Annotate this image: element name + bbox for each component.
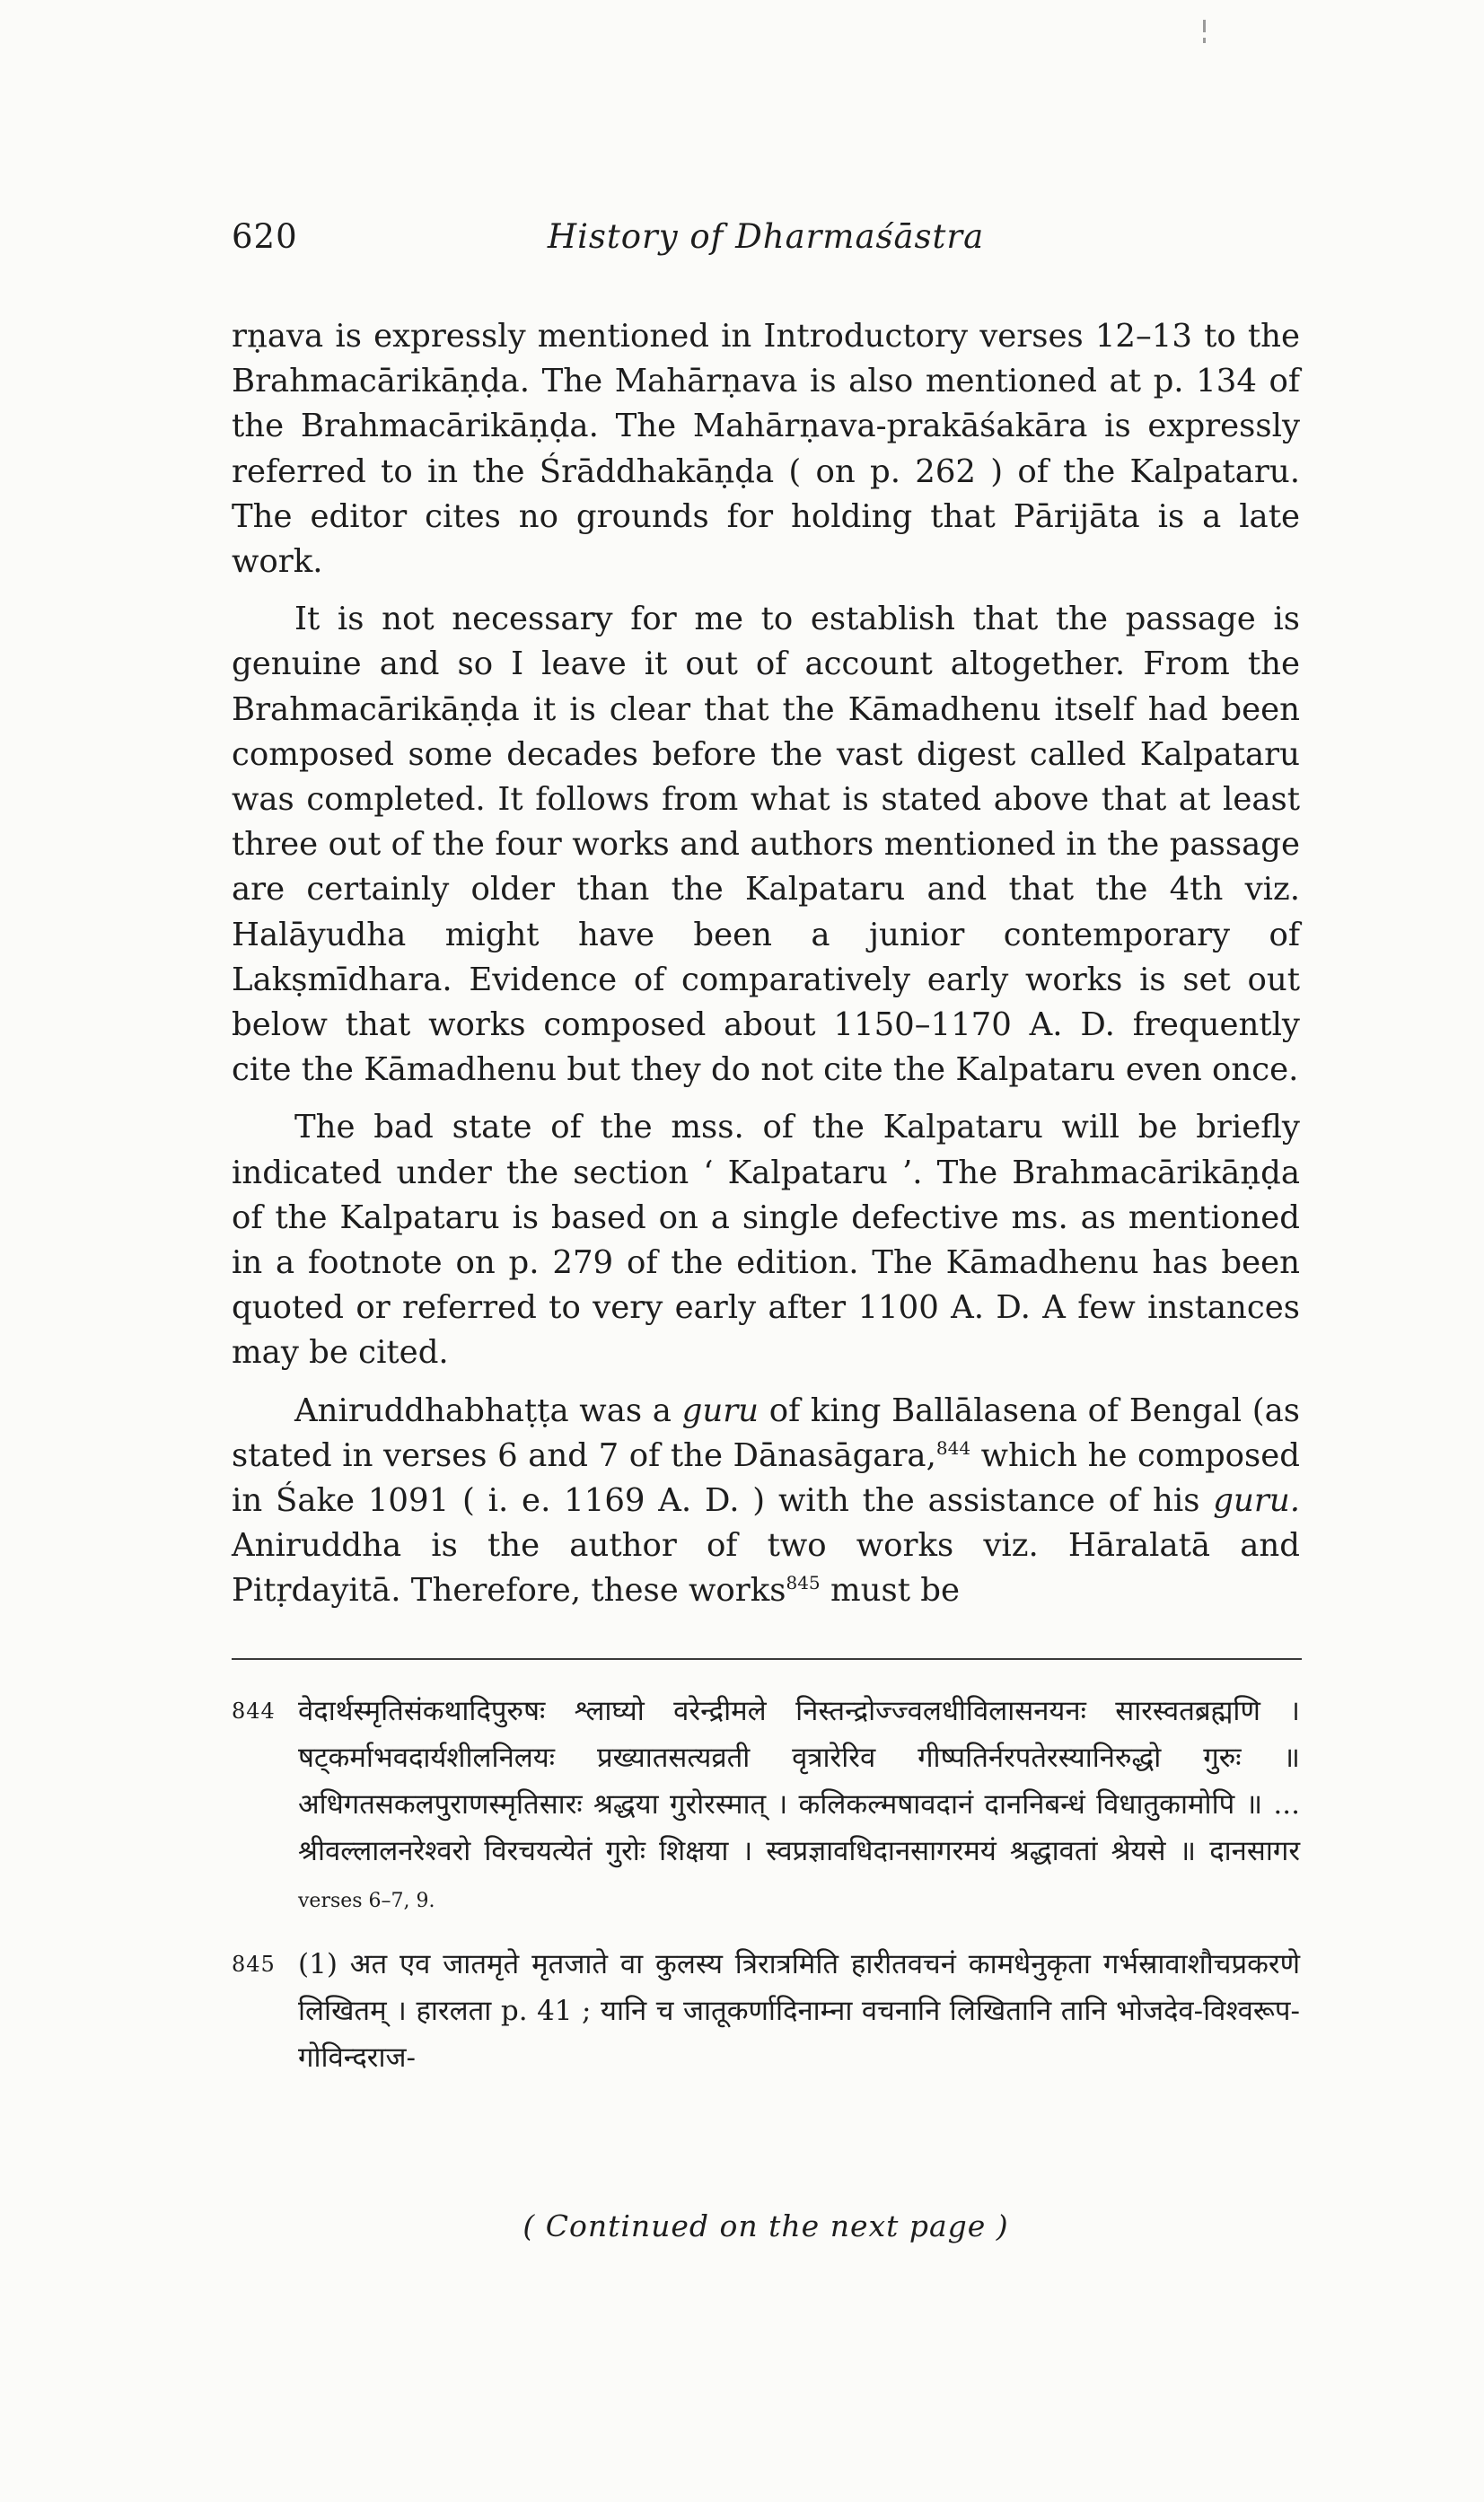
footnote-text: (1) अत एव जातमृते मृतजाते वा कुलस्य त्रिरात्रमिति हारीतवचनं कामधेनुकृता गर्भस्रावाशौचप्रकरणे लिखितम् । हारलता p. 41 ; यानि च जातूकर्णादिनाम्ना वचनानि लिखितानि तानि भोजदेव-विश्वरूप-गोविन्दराज-	[298, 1948, 1300, 2074]
scan-speck	[1203, 38, 1206, 43]
paragraph: rṇava is expressly mentioned in Introductory verses 12–13 to the Brahmacārikāṇḍa. The Mahārṇava is also mentioned at p. 134 of the Brahmacārikāṇḍa. The Mahārṇava-prakāśakāra is expressly referred to in the Śrāddhakāṇḍa ( on p. 262 ) of the Kalpataru. The editor cites no grounds for holding that Pārijāta is a late work.	[232, 318, 1300, 581]
footnote	[232, 1941, 1300, 2081]
paragraph	[232, 1389, 1300, 1614]
footnote-reference: 845	[786, 1572, 821, 1594]
text-run: Aniruddhabhaṭṭa was a	[294, 1391, 682, 1429]
main-text	[232, 314, 1300, 1614]
footnote-divider	[232, 1658, 1302, 1660]
text-run: must be	[820, 1572, 960, 1610]
footnote-number: 845	[232, 1952, 276, 1977]
scan-speck	[1203, 20, 1206, 32]
page-number: 620	[232, 217, 298, 256]
footnote-text: वेदार्थस्मृतिसंकथादिपुरुषः श्लाघ्यो वरेन्द्रीमले निस्तन्द्रोज्ज्वलधीविलासनयनः सारस्वतब्रह्मणि । षट्कर्माभवदार्यशीलनिलयः प्रख्यातसत्यव्रती वृत्रारेरिव गीष्पतिर्नरपतेरस्यानिरुद्धो गुरुः ॥ अधिगतसकलपुराणस्मृतिसारः श्रद्धया गुरोरस्मात् । कलिकल्मषावदानं दाननिबन्धं विधातुकामोपि ॥ ... श्रीवल्लालनरेश्वरो विरचयत्येतं गुरोः शिक्षया । स्वप्रज्ञावधिदानसागरमयं श्रद्धावतां श्रेयसे ॥	[298, 1695, 1300, 1867]
text-run: Aniruddha is the author of two works viz. Hāralatā and Pitṛdayitā. Therefore, these works	[232, 1527, 1300, 1610]
paragraph: It is not necessary for me to establish that the passage is genuine and so I leave it out of account altogether. From the Brahmacārikāṇḍa it is clear that the Kāmadhenu itself had been composed some decades before the vast digest called Kalpataru was completed. It follows from what is stated above that at least three out of the four works and authors mentioned in the passage are certainly older than the Kalpataru and that the 4th viz. Halāyudha might have been a junior contemporary of Lakṣmīdhara. Evidence of comparatively early works is set out below that works composed about 1150–1170 A. D. frequently cite the Kāmadhenu but they do not cite the Kalpataru even once.	[232, 601, 1300, 1089]
footnotes	[232, 1688, 1300, 2097]
text-run: of king Ballālasena of Bengal (as stated in verses 6 and 7 of the Dānasāgara,	[232, 1391, 1300, 1474]
footnote-source: दानसागर	[1209, 1835, 1300, 1867]
italic-term: guru	[681, 1391, 760, 1429]
continued-notice: ( Continued on the next page )	[522, 2208, 1009, 2243]
paragraph: The bad state of the mss. of the Kalpataru will be briefly indicated under the section ‘ Kalpataru ’. The Brahmacārikāṇḍa of the Kalpataru is based on a single defective ms. as mentioned in a footnote on p. 279 of the edition. The Kāmadhenu has been quoted or referred to very early after 1100 A. D. A few instances may be cited.	[232, 1109, 1300, 1372]
running-title: History of Dharmaśāstra	[547, 217, 985, 256]
footnote-source-ref: verses 6–7, 9.	[298, 1890, 435, 1912]
text-run: which he composed in Śake 1091 ( i. e. 1169 A. D. ) with the assistance of his	[232, 1436, 1300, 1520]
italic-term: guru.	[1213, 1482, 1300, 1520]
page-header	[232, 217, 1300, 271]
footnote-reference: 844	[935, 1437, 971, 1460]
footnote-number: 844	[232, 1699, 276, 1724]
footnote	[232, 1688, 1300, 1925]
